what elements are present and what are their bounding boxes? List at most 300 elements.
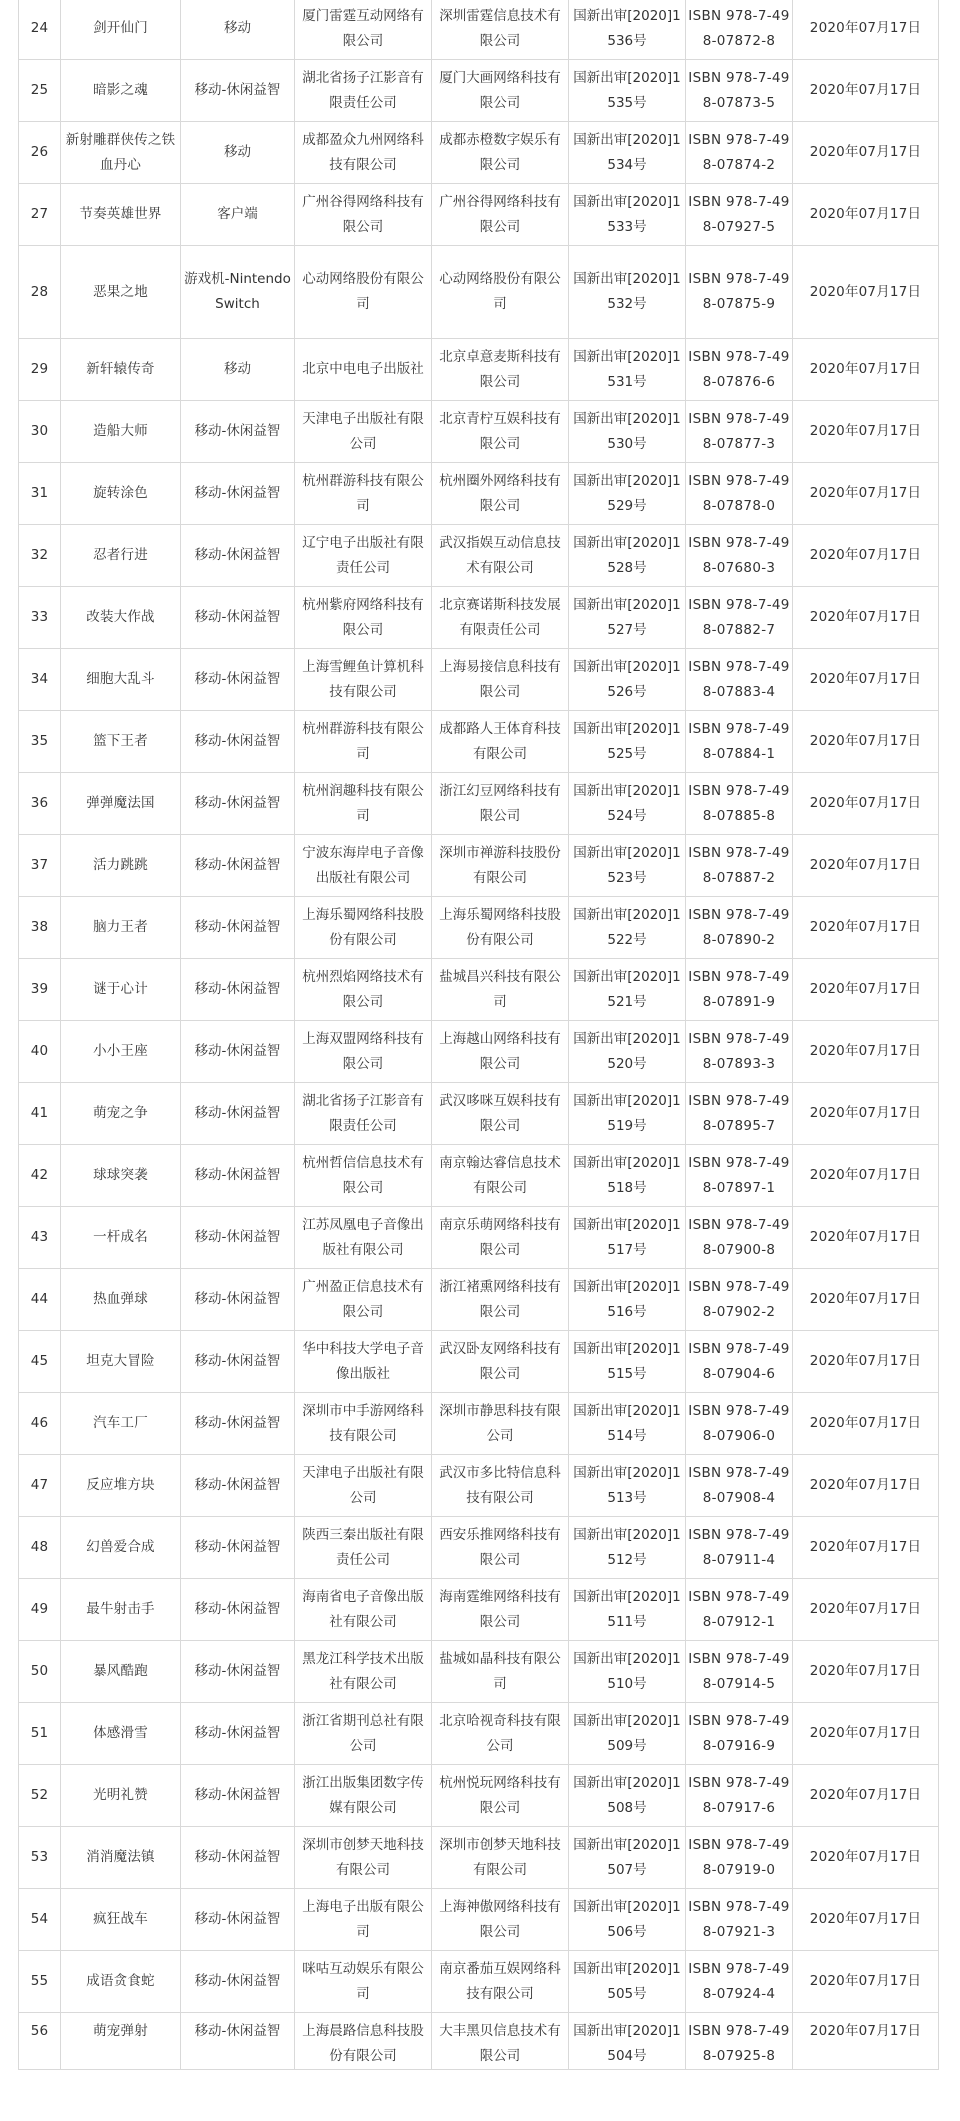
game-category: 移动-休闲益智 [181, 1703, 295, 1765]
operator-name: 上海越山网络科技有限公司 [432, 1021, 569, 1083]
operator-name: 上海神傲网络科技有限公司 [432, 1889, 569, 1951]
approval-date: 2020年07月17日 [793, 525, 939, 587]
game-name: 消消魔法镇 [61, 1827, 181, 1889]
table-row [19, 1889, 939, 1951]
isbn-number: ISBN 978-7-498-07887-2 [686, 835, 793, 897]
game-category: 客户端 [181, 184, 295, 246]
game-name: 忍者行进 [61, 525, 181, 587]
approval-date: 2020年07月17日 [793, 1269, 939, 1331]
table-row [19, 1765, 939, 1827]
approval-date: 2020年07月17日 [793, 60, 939, 122]
publisher-name: 湖北省扬子江影音有限责任公司 [295, 60, 432, 122]
approval-date: 2020年07月17日 [793, 587, 939, 649]
game-name: 小小王座 [61, 1021, 181, 1083]
operator-name: 南京乐萌网络科技有限公司 [432, 1207, 569, 1269]
game-category: 移动 [181, 122, 295, 184]
approval-number: 国新出审[2020]1507号 [569, 1827, 686, 1889]
game-name: 细胞大乱斗 [61, 649, 181, 711]
publisher-name: 湖北省扬子江影音有限责任公司 [295, 1083, 432, 1145]
game-name: 一杆成名 [61, 1207, 181, 1269]
row-number: 36 [19, 773, 61, 835]
game-name: 脑力王者 [61, 897, 181, 959]
game-name: 新轩辕传奇 [61, 339, 181, 401]
approval-number: 国新出审[2020]1513号 [569, 1455, 686, 1517]
table-row [19, 1207, 939, 1269]
table-row [19, 2013, 939, 2070]
operator-name: 大丰黑贝信息技术有限公司 [432, 2013, 569, 2070]
game-category: 移动-休闲益智 [181, 401, 295, 463]
row-number: 46 [19, 1393, 61, 1455]
isbn-number: ISBN 978-7-498-07916-9 [686, 1703, 793, 1765]
game-category: 移动-休闲益智 [181, 1393, 295, 1455]
game-name: 暗影之魂 [61, 60, 181, 122]
game-category: 移动-休闲益智 [181, 1517, 295, 1579]
game-name: 体感滑雪 [61, 1703, 181, 1765]
row-number: 55 [19, 1951, 61, 2013]
isbn-number: ISBN 978-7-498-07875-9 [686, 246, 793, 339]
approval-number: 国新出审[2020]1508号 [569, 1765, 686, 1827]
game-name: 暴风酷跑 [61, 1641, 181, 1703]
publisher-name: 厦门雷霆互动网络有限公司 [295, 0, 432, 60]
isbn-number: ISBN 978-7-498-07884-1 [686, 711, 793, 773]
game-category: 移动-休闲益智 [181, 1145, 295, 1207]
operator-name: 浙江幻豆网络科技有限公司 [432, 773, 569, 835]
isbn-number: ISBN 978-7-498-07908-4 [686, 1455, 793, 1517]
row-number: 28 [19, 246, 61, 339]
approval-date: 2020年07月17日 [793, 2013, 939, 2070]
operator-name: 南京番茄互娱网络科技有限公司 [432, 1951, 569, 2013]
operator-name: 北京卓意麦斯科技有限公司 [432, 339, 569, 401]
publisher-name: 杭州群游科技有限公司 [295, 711, 432, 773]
game-category: 移动-休闲益智 [181, 711, 295, 773]
approval-number: 国新出审[2020]1527号 [569, 587, 686, 649]
game-category: 移动-休闲益智 [181, 1827, 295, 1889]
approval-date: 2020年07月17日 [793, 1083, 939, 1145]
row-number: 48 [19, 1517, 61, 1579]
approval-number: 国新出审[2020]1519号 [569, 1083, 686, 1145]
publisher-name: 广州谷得网络科技有限公司 [295, 184, 432, 246]
row-number: 25 [19, 60, 61, 122]
game-name: 篮下王者 [61, 711, 181, 773]
game-category: 移动-休闲益智 [181, 1021, 295, 1083]
table-row [19, 711, 939, 773]
approval-number: 国新出审[2020]1523号 [569, 835, 686, 897]
approval-date: 2020年07月17日 [793, 184, 939, 246]
isbn-number: ISBN 978-7-498-07906-0 [686, 1393, 793, 1455]
game-name: 萌宠弹射 [61, 2013, 181, 2070]
operator-name: 浙江褚熏网络科技有限公司 [432, 1269, 569, 1331]
operator-name: 海南霆维网络科技有限公司 [432, 1579, 569, 1641]
approval-date: 2020年07月17日 [793, 835, 939, 897]
row-number: 26 [19, 122, 61, 184]
isbn-number: ISBN 978-7-498-07893-3 [686, 1021, 793, 1083]
isbn-number: ISBN 978-7-498-07680-3 [686, 525, 793, 587]
publisher-name: 杭州群游科技有限公司 [295, 463, 432, 525]
row-number: 52 [19, 1765, 61, 1827]
publisher-name: 杭州烈焰网络技术有限公司 [295, 959, 432, 1021]
approval-date: 2020年07月17日 [793, 246, 939, 339]
approval-date: 2020年07月17日 [793, 1827, 939, 1889]
game-category: 移动-休闲益智 [181, 2013, 295, 2070]
row-number: 49 [19, 1579, 61, 1641]
approval-number: 国新出审[2020]1511号 [569, 1579, 686, 1641]
operator-name: 深圳市创梦天地科技有限公司 [432, 1827, 569, 1889]
game-name: 反应堆方块 [61, 1455, 181, 1517]
approval-number: 国新出审[2020]1524号 [569, 773, 686, 835]
approval-date: 2020年07月17日 [793, 1951, 939, 2013]
approval-date: 2020年07月17日 [793, 1579, 939, 1641]
operator-name: 武汉市多比特信息科技有限公司 [432, 1455, 569, 1517]
approval-date: 2020年07月17日 [793, 1889, 939, 1951]
row-number: 29 [19, 339, 61, 401]
game-category: 移动 [181, 339, 295, 401]
operator-name: 深圳雷霆信息技术有限公司 [432, 0, 569, 60]
approval-date: 2020年07月17日 [793, 401, 939, 463]
operator-name: 武汉哆咪互娱科技有限公司 [432, 1083, 569, 1145]
approval-number: 国新出审[2020]1522号 [569, 897, 686, 959]
table-row [19, 1331, 939, 1393]
approval-date: 2020年07月17日 [793, 1517, 939, 1579]
isbn-number: ISBN 978-7-498-07878-0 [686, 463, 793, 525]
approval-number: 国新出审[2020]1531号 [569, 339, 686, 401]
publisher-name: 海南省电子音像出版社有限公司 [295, 1579, 432, 1641]
approval-number: 国新出审[2020]1516号 [569, 1269, 686, 1331]
row-number: 31 [19, 463, 61, 525]
table-row [19, 649, 939, 711]
row-number: 39 [19, 959, 61, 1021]
approval-date: 2020年07月17日 [793, 463, 939, 525]
row-number: 32 [19, 525, 61, 587]
game-name: 活力跳跳 [61, 835, 181, 897]
game-category: 移动-休闲益智 [181, 1889, 295, 1951]
row-number: 40 [19, 1021, 61, 1083]
game-category: 移动-休闲益智 [181, 1207, 295, 1269]
operator-name: 盐城如晶科技有限公司 [432, 1641, 569, 1703]
game-category: 移动-休闲益智 [181, 1083, 295, 1145]
isbn-number: ISBN 978-7-498-07925-8 [686, 2013, 793, 2070]
operator-name: 上海乐蜀网络科技股份有限公司 [432, 897, 569, 959]
approval-date: 2020年07月17日 [793, 773, 939, 835]
operator-name: 深圳市静思科技有限公司 [432, 1393, 569, 1455]
approval-number: 国新出审[2020]1530号 [569, 401, 686, 463]
game-name: 谜于心计 [61, 959, 181, 1021]
operator-name: 厦门大画网络科技有限公司 [432, 60, 569, 122]
table-row [19, 1021, 939, 1083]
game-category: 移动-休闲益智 [181, 1269, 295, 1331]
publisher-name: 上海晨路信息科技股份有限公司 [295, 2013, 432, 2070]
approval-number: 国新出审[2020]1536号 [569, 0, 686, 60]
publisher-name: 成都盈众九州网络科技有限公司 [295, 122, 432, 184]
publisher-name: 上海雪鲤鱼计算机科技有限公司 [295, 649, 432, 711]
row-number: 45 [19, 1331, 61, 1393]
approval-number: 国新出审[2020]1509号 [569, 1703, 686, 1765]
publisher-name: 北京中电电子出版社 [295, 339, 432, 401]
game-category: 游戏机-Nintendo Switch [181, 246, 295, 339]
table-row [19, 1269, 939, 1331]
table-row [19, 401, 939, 463]
isbn-number: ISBN 978-7-498-07876-6 [686, 339, 793, 401]
isbn-number: ISBN 978-7-498-07919-0 [686, 1827, 793, 1889]
publisher-name: 华中科技大学电子音像出版社 [295, 1331, 432, 1393]
game-name: 萌宠之争 [61, 1083, 181, 1145]
table-row [19, 1827, 939, 1889]
approval-date: 2020年07月17日 [793, 0, 939, 60]
game-name: 疯狂战车 [61, 1889, 181, 1951]
operator-name: 北京哈视奇科技有限公司 [432, 1703, 569, 1765]
isbn-number: ISBN 978-7-498-07904-6 [686, 1331, 793, 1393]
game-name: 弹弹魔法国 [61, 773, 181, 835]
publisher-name: 辽宁电子出版社有限责任公司 [295, 525, 432, 587]
approval-number: 国新出审[2020]1506号 [569, 1889, 686, 1951]
game-name: 改装大作战 [61, 587, 181, 649]
publisher-name: 浙江出版集团数字传媒有限公司 [295, 1765, 432, 1827]
operator-name: 盐城昌兴科技有限公司 [432, 959, 569, 1021]
row-number: 30 [19, 401, 61, 463]
operator-name: 武汉指娱互动信息技术有限公司 [432, 525, 569, 587]
approval-date: 2020年07月17日 [793, 122, 939, 184]
row-number: 56 [19, 2013, 61, 2070]
isbn-number: ISBN 978-7-498-07885-8 [686, 773, 793, 835]
row-number: 38 [19, 897, 61, 959]
operator-name: 杭州悦玩网络科技有限公司 [432, 1765, 569, 1827]
isbn-number: ISBN 978-7-498-07874-2 [686, 122, 793, 184]
approval-date: 2020年07月17日 [793, 649, 939, 711]
publisher-name: 浙江省期刊总社有限公司 [295, 1703, 432, 1765]
game-name: 恶果之地 [61, 246, 181, 339]
row-number: 43 [19, 1207, 61, 1269]
publisher-name: 上海双盟网络科技有限公司 [295, 1021, 432, 1083]
isbn-number: ISBN 978-7-498-07877-3 [686, 401, 793, 463]
game-category: 移动-休闲益智 [181, 649, 295, 711]
approval-number: 国新出审[2020]1532号 [569, 246, 686, 339]
publisher-name: 深圳市创梦天地科技有限公司 [295, 1827, 432, 1889]
table-row [19, 339, 939, 401]
isbn-number: ISBN 978-7-498-07914-5 [686, 1641, 793, 1703]
approval-number: 国新出审[2020]1512号 [569, 1517, 686, 1579]
table-row [19, 1517, 939, 1579]
table-row [19, 1455, 939, 1517]
approval-number: 国新出审[2020]1514号 [569, 1393, 686, 1455]
game-category: 移动-休闲益智 [181, 1641, 295, 1703]
approval-date: 2020年07月17日 [793, 1641, 939, 1703]
isbn-number: ISBN 978-7-498-07882-7 [686, 587, 793, 649]
game-name: 剑开仙门 [61, 0, 181, 60]
approval-date: 2020年07月17日 [793, 897, 939, 959]
publisher-name: 深圳市中手游网络科技有限公司 [295, 1393, 432, 1455]
isbn-number: ISBN 978-7-498-07924-4 [686, 1951, 793, 2013]
approval-number: 国新出审[2020]1517号 [569, 1207, 686, 1269]
row-number: 27 [19, 184, 61, 246]
publisher-name: 上海乐蜀网络科技股份有限公司 [295, 897, 432, 959]
approval-number: 国新出审[2020]1526号 [569, 649, 686, 711]
game-name: 最牛射击手 [61, 1579, 181, 1641]
operator-name: 成都赤橙数字娱乐有限公司 [432, 122, 569, 184]
row-number: 50 [19, 1641, 61, 1703]
approval-date: 2020年07月17日 [793, 1393, 939, 1455]
publisher-name: 广州盈正信息技术有限公司 [295, 1269, 432, 1331]
approval-date: 2020年07月17日 [793, 1703, 939, 1765]
isbn-number: ISBN 978-7-498-07902-2 [686, 1269, 793, 1331]
publisher-name: 杭州紫府网络科技有限公司 [295, 587, 432, 649]
table-row [19, 1951, 939, 2013]
isbn-number: ISBN 978-7-498-07873-5 [686, 60, 793, 122]
operator-name: 西安乐推网络科技有限公司 [432, 1517, 569, 1579]
game-name: 新射雕群侠传之铁血丹心 [61, 122, 181, 184]
approval-number: 国新出审[2020]1528号 [569, 525, 686, 587]
game-name: 造船大师 [61, 401, 181, 463]
game-category: 移动-休闲益智 [181, 1765, 295, 1827]
game-category: 移动-休闲益智 [181, 1331, 295, 1393]
game-category: 移动 [181, 0, 295, 60]
approval-date: 2020年07月17日 [793, 1207, 939, 1269]
table-row [19, 1579, 939, 1641]
table-row [19, 959, 939, 1021]
game-approval-table [18, 0, 939, 2070]
operator-name: 深圳市禅游科技股份有限公司 [432, 835, 569, 897]
game-name: 成语贪食蛇 [61, 1951, 181, 2013]
isbn-number: ISBN 978-7-498-07911-4 [686, 1517, 793, 1579]
game-category: 移动-休闲益智 [181, 525, 295, 587]
table-row [19, 246, 939, 339]
operator-name: 武汉卧友网络科技有限公司 [432, 1331, 569, 1393]
approval-date: 2020年07月17日 [793, 1455, 939, 1517]
isbn-number: ISBN 978-7-498-07900-8 [686, 1207, 793, 1269]
game-name: 光明礼赞 [61, 1765, 181, 1827]
publisher-name: 杭州哲信信息技术有限公司 [295, 1145, 432, 1207]
isbn-number: ISBN 978-7-498-07912-1 [686, 1579, 793, 1641]
row-number: 24 [19, 0, 61, 60]
publisher-name: 宁波东海岸电子音像出版社有限公司 [295, 835, 432, 897]
table-row [19, 835, 939, 897]
operator-name: 上海易接信息科技有限公司 [432, 649, 569, 711]
approval-number: 国新出审[2020]1505号 [569, 1951, 686, 2013]
row-number: 33 [19, 587, 61, 649]
publisher-name: 心动网络股份有限公司 [295, 246, 432, 339]
approval-date: 2020年07月17日 [793, 1331, 939, 1393]
isbn-number: ISBN 978-7-498-07927-5 [686, 184, 793, 246]
table-row [19, 897, 939, 959]
publisher-name: 上海电子出版有限公司 [295, 1889, 432, 1951]
approval-number: 国新出审[2020]1534号 [569, 122, 686, 184]
table-row [19, 463, 939, 525]
game-category: 移动-休闲益智 [181, 773, 295, 835]
publisher-name: 黑龙江科学技术出版社有限公司 [295, 1641, 432, 1703]
operator-name: 南京翰达睿信息技术有限公司 [432, 1145, 569, 1207]
game-category: 移动-休闲益智 [181, 897, 295, 959]
game-category: 移动-休闲益智 [181, 1455, 295, 1517]
game-name: 球球突袭 [61, 1145, 181, 1207]
publisher-name: 天津电子出版社有限公司 [295, 401, 432, 463]
publisher-name: 杭州润趣科技有限公司 [295, 773, 432, 835]
operator-name: 成都路人王体育科技有限公司 [432, 711, 569, 773]
table-row [19, 1703, 939, 1765]
approval-number: 国新出审[2020]1535号 [569, 60, 686, 122]
row-number: 35 [19, 711, 61, 773]
row-number: 54 [19, 1889, 61, 1951]
approval-date: 2020年07月17日 [793, 1145, 939, 1207]
table-row [19, 1083, 939, 1145]
table-row [19, 1641, 939, 1703]
publisher-name: 陕西三秦出版社有限责任公司 [295, 1517, 432, 1579]
table-row [19, 0, 939, 60]
game-category: 移动-休闲益智 [181, 587, 295, 649]
approval-number: 国新出审[2020]1521号 [569, 959, 686, 1021]
approval-number: 国新出审[2020]1525号 [569, 711, 686, 773]
table-row [19, 122, 939, 184]
game-name: 热血弹球 [61, 1269, 181, 1331]
approval-number: 国新出审[2020]1504号 [569, 2013, 686, 2070]
table-body [19, 0, 939, 2070]
approval-date: 2020年07月17日 [793, 339, 939, 401]
approval-number: 国新出审[2020]1515号 [569, 1331, 686, 1393]
game-category: 移动-休闲益智 [181, 463, 295, 525]
publisher-name: 天津电子出版社有限公司 [295, 1455, 432, 1517]
operator-name: 北京青柠互娱科技有限公司 [432, 401, 569, 463]
game-name: 幻兽爱合成 [61, 1517, 181, 1579]
table-row [19, 1145, 939, 1207]
table-row [19, 1393, 939, 1455]
table-row [19, 184, 939, 246]
approval-date: 2020年07月17日 [793, 1021, 939, 1083]
isbn-number: ISBN 978-7-498-07883-4 [686, 649, 793, 711]
isbn-number: ISBN 978-7-498-07872-8 [686, 0, 793, 60]
row-number: 34 [19, 649, 61, 711]
approval-number: 国新出审[2020]1529号 [569, 463, 686, 525]
approval-date: 2020年07月17日 [793, 959, 939, 1021]
approval-number: 国新出审[2020]1518号 [569, 1145, 686, 1207]
game-category: 移动-休闲益智 [181, 1951, 295, 2013]
isbn-number: ISBN 978-7-498-07891-9 [686, 959, 793, 1021]
isbn-number: ISBN 978-7-498-07917-6 [686, 1765, 793, 1827]
game-category: 移动-休闲益智 [181, 60, 295, 122]
approval-date: 2020年07月17日 [793, 1765, 939, 1827]
operator-name: 北京赛诺斯科技发展有限责任公司 [432, 587, 569, 649]
row-number: 42 [19, 1145, 61, 1207]
game-name: 旋转涂色 [61, 463, 181, 525]
table-row [19, 60, 939, 122]
game-category: 移动-休闲益智 [181, 1579, 295, 1641]
row-number: 41 [19, 1083, 61, 1145]
row-number: 47 [19, 1455, 61, 1517]
isbn-number: ISBN 978-7-498-07890-2 [686, 897, 793, 959]
game-category: 移动-休闲益智 [181, 835, 295, 897]
approval-number: 国新出审[2020]1510号 [569, 1641, 686, 1703]
approval-number: 国新出审[2020]1520号 [569, 1021, 686, 1083]
row-number: 51 [19, 1703, 61, 1765]
row-number: 44 [19, 1269, 61, 1331]
operator-name: 广州谷得网络科技有限公司 [432, 184, 569, 246]
game-name: 汽车工厂 [61, 1393, 181, 1455]
isbn-number: ISBN 978-7-498-07897-1 [686, 1145, 793, 1207]
game-name: 坦克大冒险 [61, 1331, 181, 1393]
operator-name: 杭州圈外网络科技有限公司 [432, 463, 569, 525]
page-bottom-fade [0, 2093, 960, 2121]
publisher-name: 咪咕互动娱乐有限公司 [295, 1951, 432, 2013]
table-row [19, 773, 939, 835]
row-number: 37 [19, 835, 61, 897]
table-row [19, 525, 939, 587]
isbn-number: ISBN 978-7-498-07921-3 [686, 1889, 793, 1951]
approval-number: 国新出审[2020]1533号 [569, 184, 686, 246]
table-row [19, 587, 939, 649]
isbn-number: ISBN 978-7-498-07895-7 [686, 1083, 793, 1145]
operator-name: 心动网络股份有限公司 [432, 246, 569, 339]
row-number: 53 [19, 1827, 61, 1889]
approval-date: 2020年07月17日 [793, 711, 939, 773]
game-category: 移动-休闲益智 [181, 959, 295, 1021]
game-name: 节奏英雄世界 [61, 184, 181, 246]
publisher-name: 江苏凤凰电子音像出版社有限公司 [295, 1207, 432, 1269]
